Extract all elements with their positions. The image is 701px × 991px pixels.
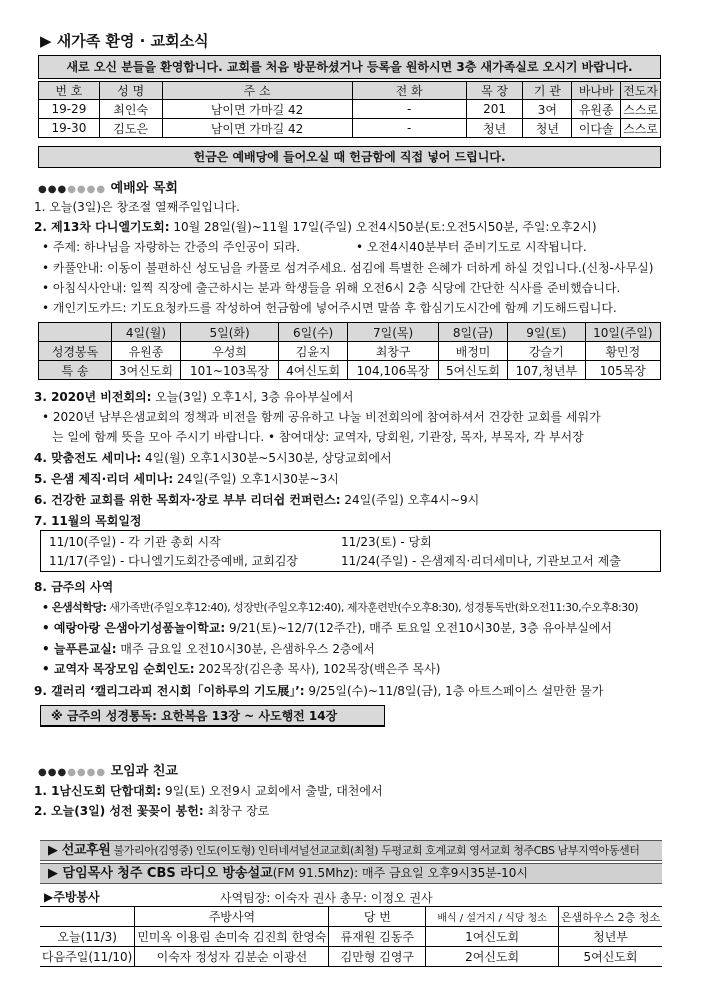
table-row: 성경봉독 유원종 우성희 김윤지 최창구 배정미 강슬기 황민정 xyxy=(39,342,661,361)
table-row: 다음주일(11/10) 이숙자 정성자 김분순 이광선 김만형 김영구 2여신도회 5여신도회 xyxy=(40,947,662,967)
item-9: 9. 갤러리 ‘캘리그라피 전시회「이하루의 기도展」’: 9/25일(수)~11/8일(금), 1층 아트스페이스 설만한 물가 xyxy=(34,684,604,698)
item-3: 3. 2020년 비전회의: 오늘(3일) 오후1시, 3층 유아부실에서 xyxy=(34,390,354,404)
item-8-school: • 은샘석학당: 새가족반(주일오후12:40), 성장반(주일오후12:40), 제자훈련반(수오후8:30), 성경통독반(화오전11:30,수오후8:30) xyxy=(42,601,638,614)
table-row: 특 송 3여신도회 101~103목장 4여신도회 104,106목장 5여신도회 107,청년부 105목장 xyxy=(39,361,661,380)
col-address: 주 소 xyxy=(162,82,352,100)
item-2-breakfast: • 아침식사안내: 일찍 직장에 출근하시는 분과 학생들을 위해 오전6시 2층 식당에 간단한 식사를 준비했습니다. xyxy=(42,281,621,295)
item-8-visit: • 교역자 목장모임 순회인도: 202목장(김은총 목사), 102목장(백은주 목사) xyxy=(42,662,441,676)
col-number: 번 호 xyxy=(39,82,100,100)
section-title-fellowship: ●●●●●●● 모임과 친교 xyxy=(38,764,178,779)
item-2: 2. 제13차 다니엘기도회: 10월 28일(월)~11월 17일(주일) 오전4시50분(토:오전5시50분, 주일:오후2시) xyxy=(34,220,597,234)
col-evangelist: 전도자 xyxy=(621,82,661,100)
col-org: 기 관 xyxy=(523,82,572,100)
col-name: 성 명 xyxy=(99,82,162,100)
prayer-schedule-table xyxy=(38,322,661,380)
fellowship-item-1: 1. 1남신도회 단합대회: 9일(토) 오전9시 교회에서 출발, 대천에서 xyxy=(34,784,383,798)
item-1: 1. 오늘(3일)은 창조절 열째주일입니다. xyxy=(34,200,240,214)
kitchen-header xyxy=(40,887,662,905)
item-2-theme: • 주제: 하나님을 자랑하는 간증의 주인공이 되라. xyxy=(42,240,301,254)
dots-icon: ●●●●●●● xyxy=(38,184,107,195)
col-barnabas: 바나바 xyxy=(572,82,621,100)
bible-reading: ※ 금주의 성경통독: 요한복음 13장 ~ 사도행전 14장 xyxy=(40,705,385,727)
kitchen-table xyxy=(40,906,662,967)
newcomer-table xyxy=(38,81,661,138)
welcome-title: 새가족 환영 · 교회소식 xyxy=(56,32,209,50)
item-6: 6. 건강한 교회를 위한 목회자·장로 부부 리더쉽 컨퍼런스: 24일(주일) 오후4시~9시 xyxy=(34,493,480,507)
section-title-worship: ●●●●●●● 예배와 목회 xyxy=(38,181,178,196)
table-header-row: 주방사역 당 번 배식 / 설거지 / 식당 청소 은샘하우스 2층 청소 xyxy=(40,907,662,927)
item-5: 5. 은샘 제직·리더 세미나: 24일(주일) 오후1시30분~3시 xyxy=(34,472,339,486)
item-4: 4. 맞춤전도 세미나: 4일(월) 오후1시30분~5시30분, 상당교회에서 xyxy=(34,451,392,465)
kitchen-staff: 사역팀장: 이숙자 권사 총무: 이정오 권사 xyxy=(220,891,433,905)
mission-support: ▶ 선교후원 불가리아(김영중) 인도(이도형) 인터네셔널선교교회(최철) 두평교회 호계교회 영서교회 청주CBS 남부지역아동센터 xyxy=(40,840,662,861)
kitchen-label: ▶주방봉사 xyxy=(44,890,100,904)
table-row: 19-29 최인숙 남이면 가마길 42 - 201 3여 유원종 스스로 xyxy=(39,100,661,119)
triangle-icon: ▶ xyxy=(40,32,52,50)
radio-sermon: ▶ 담임목사 청주 CBS 라디오 방송설교(FM 91.5Mhz): 매주 금요일 오후9시35분-10시 xyxy=(40,863,662,884)
item-2-card: • 개인기도카드: 기도요청카드를 작성하여 헌금함에 넣어주시면 말씀 후 합심기도시간에 함께 기도해드립니다. xyxy=(42,301,617,315)
item-8: 8. 금주의 사역 xyxy=(34,580,114,594)
table-row: 오늘(11/3) 민미옥 이용림 손미숙 김진희 한영숙 류재원 김동주 1여신도회 청년부 xyxy=(40,927,662,947)
item-8-kids: • 예랑아랑 은샘아기성품놀이학교: 9/21(토)~12/7(12주간), 매주 토요일 오전10시30분, 3층 유아부실에서 xyxy=(42,621,613,635)
welcome-notice: 새로 오신 분들을 환영합니다. 교회를 처음 방문하셨거나 등록을 원하시면 3층 새가족실로 오시기 바랍니다. xyxy=(38,55,661,79)
col-cell: 목 장 xyxy=(466,82,523,100)
item-2-carpool: • 카풀안내: 이동이 불편하신 성도님을 카풀로 섬겨주세요. 섬김에 특별한 은혜가 더하게 하실 것입니다.(신청-사무실) xyxy=(42,261,654,275)
item-7: 7. 11월의 목회일정 xyxy=(34,514,142,528)
item-8-class: • 늘푸른교실: 매주 금요일 오전10시30분, 은샘하우스 2층에서 xyxy=(42,642,375,656)
dots-icon: ●●●●●●● xyxy=(38,767,107,778)
item-2-prep: • 오전4시40분부터 준비기도로 시작됩니다. xyxy=(356,240,587,254)
table-row: 19-30 김도은 남이면 가마길 42 - 청년 청년 이다솔 스스로 xyxy=(39,119,661,138)
table-header-row: 4일(월) 5일(화) 6일(수) 7일(목) 8일(금) 9일(토) 10일(주일) xyxy=(39,323,661,342)
table-header-row xyxy=(39,82,661,100)
item-3-desc-2: 는 일에 함께 뜻을 모아 주시기 바랍니다. • 참여대상: 교역자, 당회원, 기관장, 목자, 부목자, 각 부서장 xyxy=(52,430,584,444)
item-3-desc: • 2020년 남부은샘교회의 정책과 비전을 함께 공유하고 나눌 비전회의에 참여하셔서 건강한 교회를 세워가 xyxy=(42,410,601,424)
monthly-schedule-box: 11/10(주일) - 각 기관 총회 시작 11/23(토) - 당회 11/17(주일) - 다니엘기도회간증예배, 교회김장 11/24(주일) - 은샘제직·리더세미나, 기관보고서 제출 xyxy=(40,530,661,572)
col-phone: 전 화 xyxy=(352,82,466,100)
offering-notice: 헌금은 예배당에 들어오실 때 헌금함에 직접 넣어 드립니다. xyxy=(38,146,661,168)
fellowship-item-2: 2. 오늘(3일) 성전 꽃꽂이 봉헌: 최창구 장로 xyxy=(34,804,270,818)
section-title-welcome xyxy=(40,30,209,51)
